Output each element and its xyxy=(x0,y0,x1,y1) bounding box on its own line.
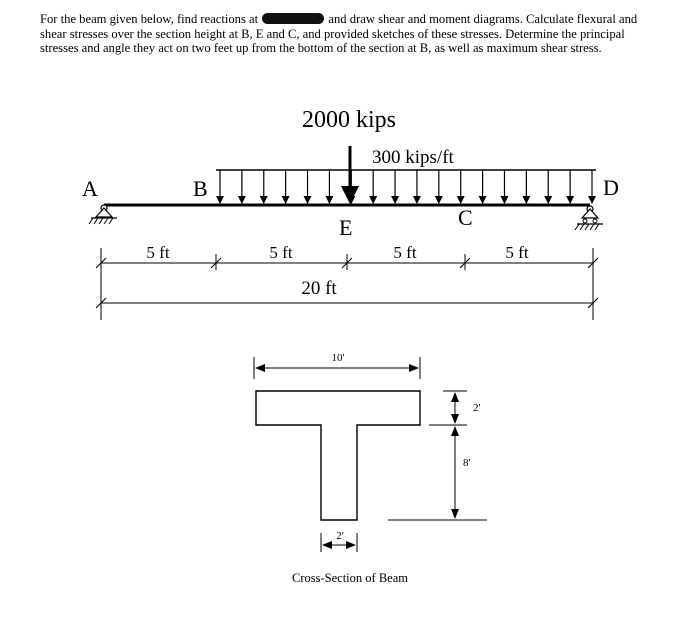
label-e: E xyxy=(339,215,353,240)
label-b: B xyxy=(193,176,208,201)
span-be-label: 5 ft xyxy=(269,243,293,262)
web-depth-label: 8' xyxy=(463,457,471,469)
point-load-label: 2000 kips xyxy=(301,107,397,133)
t-cross-section xyxy=(256,391,420,520)
distributed-load-arrows xyxy=(220,170,592,203)
span-ec-label: 5 ft xyxy=(393,243,417,262)
flange-depth-label: 2' xyxy=(473,402,481,414)
web-width-label: 2' xyxy=(336,530,344,542)
distributed-load-label: 300 kips/ft xyxy=(372,147,454,168)
flange-width-label: 10' xyxy=(331,352,345,364)
cross-section-caption: Cross-Section of Beam xyxy=(292,571,408,585)
label-a: A xyxy=(82,176,98,201)
roller-support-d xyxy=(575,206,603,230)
label-d: D xyxy=(603,175,619,200)
problem-text-part2: and draw shear and moment diagrams. Calculate flexural and shear stresses over the section height at B, E and C, and provided sketches of these stresses. Determine the principal stresses and angle they act on two feet up from the bottom of the section at B, as well as maximum shear stress. xyxy=(40,12,638,56)
label-c: C xyxy=(458,205,473,230)
span-ab-label: 5 ft xyxy=(146,243,170,262)
span-cd-label: 5 ft xyxy=(505,243,529,262)
pin-support-a xyxy=(89,205,117,224)
point-load-arrow-head xyxy=(341,186,359,204)
problem-text-part1: For the beam given below, find reactions at xyxy=(40,12,259,26)
total-length-label: 20 ft xyxy=(301,278,337,299)
total-dimension-line xyxy=(96,298,598,308)
